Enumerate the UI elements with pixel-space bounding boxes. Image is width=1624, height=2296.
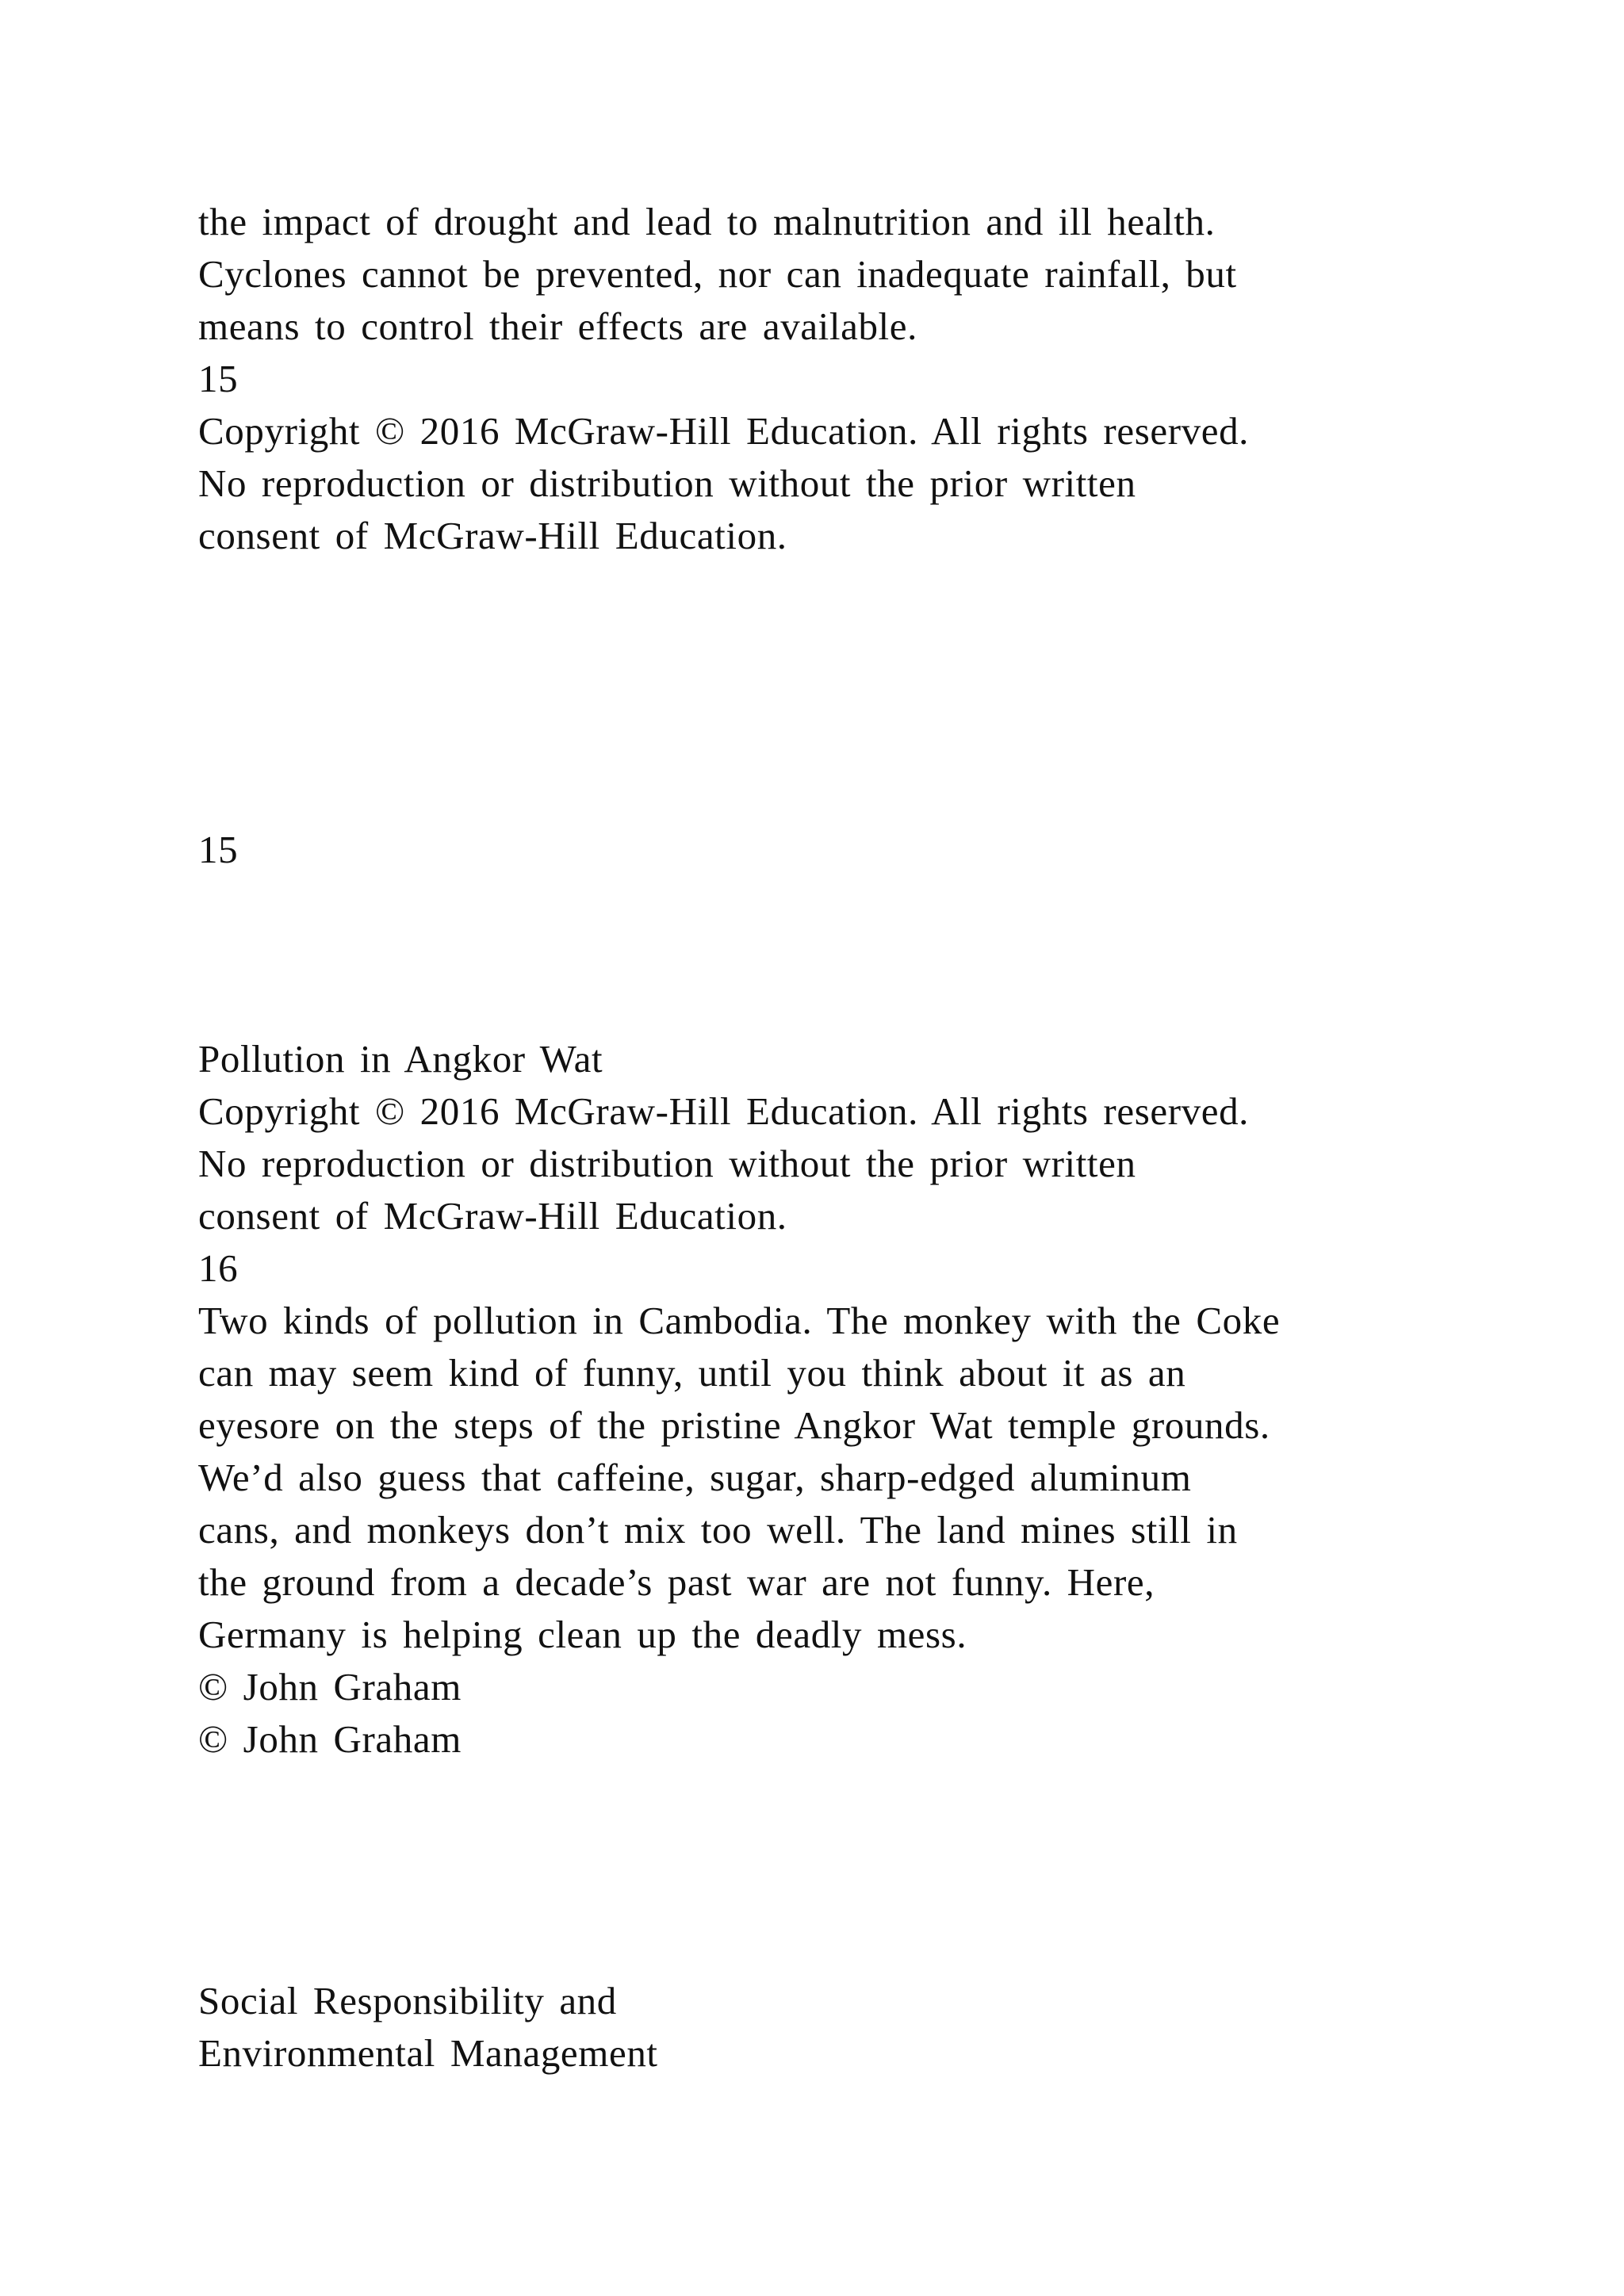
notes-line: Germany is helping clean up the deadly mess. <box>198 1613 967 1656</box>
photo-credit: © John Graham <box>198 1717 462 1761</box>
slide-number: 15 <box>198 828 239 871</box>
notes-line: eyesore on the steps of the pristine Angkor Wat temple grounds. <box>198 1403 1270 1447</box>
body-text-line: Cyclones cannot be prevented, nor can inadequate rainfall, but <box>198 252 1237 296</box>
slide-number: 15 <box>198 357 239 400</box>
slide-title: Pollution in Angkor Wat <box>198 1037 603 1081</box>
slide-number: 16 <box>198 1246 239 1290</box>
notes-line: can may seem kind of funny, until you think about it as an <box>198 1351 1186 1395</box>
section-title-line: Social Responsibility and <box>198 1979 617 2022</box>
copyright-line: consent of McGraw-Hill Education. <box>198 514 787 557</box>
photo-credit: © John Graham <box>198 1665 462 1709</box>
body-text-line: means to control their effects are available. <box>198 304 917 348</box>
section-title-line: Environmental Management <box>198 2031 658 2075</box>
copyright-line: Copyright © 2016 McGraw-Hill Education. All rights reserved. <box>198 409 1250 453</box>
copyright-line: Copyright © 2016 McGraw-Hill Education. All rights reserved. <box>198 1089 1250 1133</box>
body-text-line: the impact of drought and lead to malnutrition and ill health. <box>198 200 1216 243</box>
notes-line: cans, and monkeys don’t mix too well. The land mines still in <box>198 1508 1238 1552</box>
copyright-line: No reproduction or distribution without the prior written <box>198 461 1136 505</box>
copyright-line: No reproduction or distribution without the prior written <box>198 1142 1136 1185</box>
notes-line: Two kinds of pollution in Cambodia. The monkey with the Coke <box>198 1299 1281 1342</box>
notes-line: the ground from a decade’s past war are not funny. Here, <box>198 1560 1155 1604</box>
copyright-line: consent of McGraw-Hill Education. <box>198 1194 787 1238</box>
notes-line: We’d also guess that caffeine, sugar, sharp-edged aluminum <box>198 1456 1192 1499</box>
